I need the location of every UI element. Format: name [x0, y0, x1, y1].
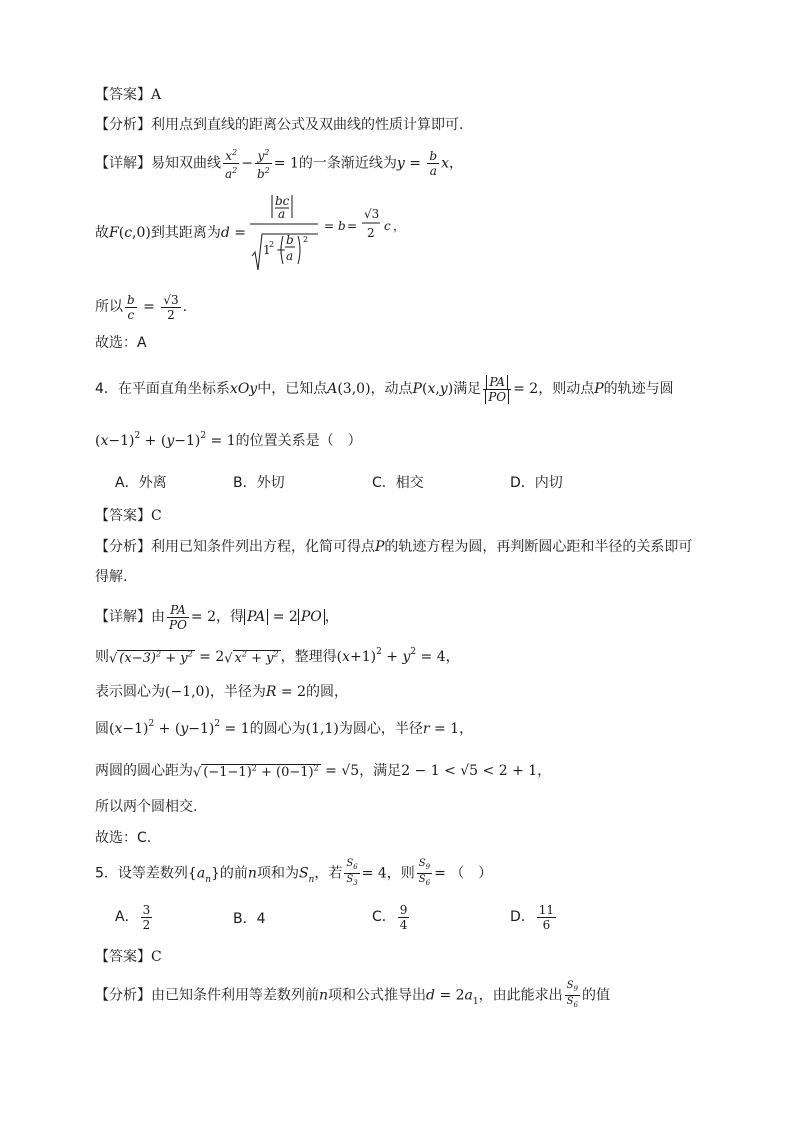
stem-text: 的位置关系是（ ）: [235, 433, 362, 449]
distance-formula: [250, 190, 415, 276]
svg-text:，: ，: [393, 219, 406, 233]
option-label: A．: [115, 909, 139, 925]
stem-text: 中，已知点: [257, 381, 328, 397]
option-label: C．: [372, 909, 396, 925]
formula: $\frac{PA}{PO}$: [483, 375, 511, 404]
detail-text: 两圆的圆心距为: [95, 763, 193, 780]
svg-text:a: a: [286, 249, 294, 263]
stem-text: 4．在平面直角坐标系: [95, 381, 230, 397]
detail-text: ，满足: [359, 763, 402, 780]
analysis-tag: 【分析】: [95, 539, 151, 555]
detail-text: 表示圆心为: [95, 684, 165, 700]
q3-choice: 故选：A: [95, 335, 147, 351]
stem-text: ，则动点: [538, 381, 595, 397]
analysis-text: 利用点到直线的距离公式及双曲线的性质计算即可.: [151, 117, 464, 133]
formula: $\frac{S_9}{S_6}$: [418, 858, 431, 887]
analysis-text: 项和公式推导出: [328, 987, 427, 1004]
q4-choice: 故选：C.: [95, 830, 152, 846]
svg-text:a: a: [278, 207, 286, 221]
detail-text: 的圆，: [306, 684, 349, 700]
stem-text: （ ）: [450, 865, 493, 882]
detail-text: 由: [151, 609, 165, 625]
svg-text:=: =: [324, 219, 335, 233]
answer-tag: 【答案】: [95, 949, 151, 965]
detail-text: 故: [95, 225, 109, 241]
q5-option-b[interactable]: B．4: [233, 911, 266, 927]
q3-answer-line: [95, 86, 161, 104]
svg-text:+: +: [276, 243, 287, 257]
svg-text:c: c: [384, 219, 391, 233]
analysis-text: ，由此能求出: [478, 987, 563, 1004]
answer-tag: 【答案】: [95, 508, 151, 524]
answer-value: C: [151, 508, 162, 524]
q5-analysis-line: 【分析】由已知条件利用等差数列前n项和公式推导出$d = 2a_1$，由此能求出 $\frac{S_9}{S_6}$ 的值: [95, 980, 610, 1009]
q4-detail-line-4: 圆$(x-1)^2 + (y-1)^2 = 1$的圆心为(1,1)为圆心，半径r = 1，: [95, 719, 474, 737]
svg-text:2: 2: [303, 235, 309, 244]
svg-text:√3: √3: [364, 207, 380, 221]
stem-text: 的轨迹与圆: [603, 381, 674, 397]
q4-analysis-line-2: 得解.: [95, 569, 128, 585]
detail-text: 为圆心，半径: [338, 721, 423, 737]
analysis-tag: 【分析】: [95, 117, 151, 133]
formula: $\frac{x^2}{a^2}$: [225, 148, 238, 181]
q3-detail-line-2: 故F(c,0)到其距离为d =: [95, 225, 247, 241]
formula: $\frac{y^2}{b^2}$: [256, 148, 270, 181]
q4-detail-line-1: 【详解】由 $\frac{PA}{PO}$ = 2，得 PA = 2 PO ，: [95, 602, 339, 632]
stem-text: 的前: [219, 865, 248, 882]
stem-text: ，若: [314, 865, 343, 882]
answer-value: A: [151, 87, 162, 103]
answer-value: C: [151, 949, 162, 965]
q5-option-c[interactable]: C． $\frac{9}{4}$: [372, 902, 408, 932]
answer-tag: 【答案】: [95, 87, 151, 103]
analysis-tag: 【分析】: [95, 987, 151, 1004]
formula: $\frac{b}{c}$: [127, 292, 135, 322]
svg-text:b: b: [338, 219, 346, 233]
detail-text: ，得: [216, 609, 245, 625]
q4-answer-line: [95, 507, 162, 525]
q4-detail-line-3: 表示圆心为(−1,0)，半径为R = 2的圆，: [95, 684, 349, 700]
q5-answer-line: [95, 948, 162, 966]
detail-text: ，半径为: [209, 684, 266, 700]
q4-detail-line-2: 则√ $(x-3)^2 + y^2 = 2√$ $x^2 + y^2$ ，整理得$(x+1)^2 + y^2 = 4$，: [95, 647, 460, 667]
svg-text:2: 2: [367, 226, 375, 240]
q3-detail-line-3: 所以 $\frac{b}{c}$ = $\frac{√3}{2}$ .: [95, 292, 188, 322]
formula: $\frac{PA}{PO}$: [169, 602, 187, 632]
analysis-text: 的轨迹方程为圆，再判断圆心距和半径的关系即可: [384, 539, 693, 555]
formula: $\frac{S_6}{S_3}$: [346, 858, 358, 887]
formula: $\frac{√3}{2}$: [163, 292, 179, 322]
formula: $\frac{b}{a}$: [429, 149, 438, 178]
analysis-text: 利用已知条件列出方程，化简可得点: [151, 539, 375, 555]
q4-stem-line-2: $(x-1)^2 + (y-1)^2 = 1$的位置关系是（ ）: [95, 431, 362, 449]
q5-option-a[interactable]: A． $\frac{3}{2}$: [115, 902, 151, 932]
option-label: D．: [510, 909, 535, 925]
q3-analysis-line: [95, 116, 463, 134]
detail-text: 到其距离为: [150, 225, 221, 241]
q4-option-a[interactable]: A．外离: [115, 475, 167, 491]
detail-tag: 【详解】: [95, 609, 151, 625]
svg-text:2: 2: [269, 240, 275, 249]
stem-text: 项和为: [256, 865, 299, 882]
q4-option-d[interactable]: D．内切: [510, 475, 563, 491]
q4-detail-line-5: 两圆的圆心距为√ $(-1-1)^2 + (0-1)^2 = √5$，满足2 − 1 < √5 < 2 + 1，: [95, 763, 552, 781]
detail-text: 所以: [95, 299, 123, 315]
q4-option-b[interactable]: B．外切: [233, 475, 285, 491]
stem-text: 满足: [453, 381, 482, 397]
svg-text:=: =: [347, 219, 358, 233]
q4-option-c[interactable]: C．相交: [372, 475, 424, 491]
stem-text: ，则: [386, 865, 415, 882]
q5-stem: 5．设等差数列$\{a_n\}$的前n项和为$S_n$，若 $\frac{S_6}{S_3}$ = 4，则 $\frac{S_9}{S_6}$ = （ ）: [95, 858, 493, 887]
svg-text:b: b: [286, 233, 294, 247]
svg-text:1: 1: [263, 243, 271, 257]
detail-text: 的一条渐近线为: [298, 155, 397, 172]
formula: $\frac{S_9}{S_6}$: [566, 980, 578, 1009]
q4-analysis-line-1: 【分析】利用已知条件列出方程，化简可得点P的轨迹方程为圆，再判断圆心距和半径的关系即可: [95, 539, 693, 555]
detail-text: 则: [95, 649, 109, 666]
q3-detail-line-1: 【详解】易知双曲线 $\frac{x^2}{a^2}$ − $\frac{y^2}{b^2}$ = 1的一条渐近线为y = $\frac{b}{a}$ x，: [95, 148, 464, 181]
detail-tag: 【详解】: [95, 155, 151, 172]
detail-text: 的圆心为: [249, 721, 306, 737]
analysis-text: 的值: [581, 987, 610, 1004]
analysis-text: 由已知条件利用等差数列前: [151, 987, 319, 1004]
q4-stem-line-1: 4．在平面直角坐标系xOy中，已知点A(3,0)，动点P(x,y)满足 $\frac{PA}{PO}$ = 2，则动点P的轨迹与圆: [95, 374, 674, 404]
svg-text:bc: bc: [275, 194, 290, 208]
stem-text: 5．设等差数列: [95, 865, 188, 882]
stem-text: ，动点: [370, 381, 413, 397]
detail-text: 易知双曲线: [151, 155, 221, 172]
q5-option-d[interactable]: D． $\frac{11}{6}$: [510, 902, 555, 932]
detail-text: ，整理得: [280, 649, 337, 666]
detail-text: 圆: [95, 721, 109, 737]
q4-detail-line-6: 所以两个圆相交.: [95, 799, 198, 815]
